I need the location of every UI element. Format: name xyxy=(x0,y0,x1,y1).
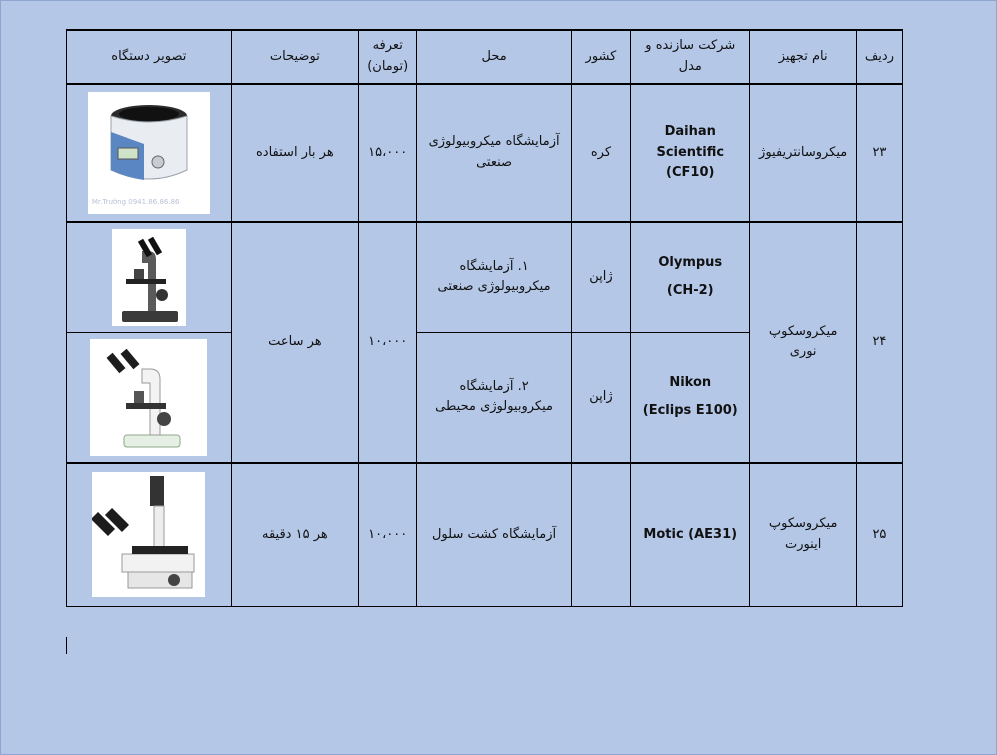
photo-watermark: Mr.Trường 0941.86.86.86 xyxy=(91,197,180,206)
header-country: کشور xyxy=(571,30,630,84)
optical-microscope-photo xyxy=(90,339,207,456)
header-notes: توضیحات xyxy=(231,30,358,84)
maker-model xyxy=(631,84,750,222)
maker-text: Olympus xyxy=(658,254,723,270)
notes: هر بار استفاده xyxy=(231,84,358,222)
fee: ۱۵،۰۰۰ xyxy=(359,84,417,222)
maker-text: Nikon xyxy=(669,374,712,390)
location: ۱. آزمایشگاه میکروبیولوژی صنعتی xyxy=(417,222,572,332)
notes: هر ساعت xyxy=(231,222,358,463)
header-image: تصویر دستگاه xyxy=(67,30,232,84)
maker-model xyxy=(631,332,750,463)
model-text: (CH-2) xyxy=(666,283,714,299)
image-cell xyxy=(67,463,232,607)
equipment-name: میکروسکوپ نوری xyxy=(750,222,856,463)
equipment-name: میکروسکوپ اینورت xyxy=(750,463,856,607)
location: ۲. آزمایشگاه میکروبیولوژی محیطی xyxy=(417,332,572,463)
image-cell xyxy=(67,332,232,463)
header-row-no: ردیف xyxy=(856,30,902,84)
header-equipment-name: نام تجهیز xyxy=(750,30,856,84)
header-row xyxy=(67,30,903,84)
row-number: ۲۵ xyxy=(856,463,902,607)
inverted-microscope-photo xyxy=(92,472,205,597)
model-text: (Eclips E100) xyxy=(642,403,738,419)
text-cursor xyxy=(66,637,67,654)
location: آزمایشگاه کشت سلول xyxy=(417,463,572,607)
country: ژاپن xyxy=(571,332,630,463)
header-fee: تعرفه (تومان) xyxy=(359,30,417,84)
location: آزمایشگاه میکروبیولوژی صنعتی xyxy=(417,84,572,222)
country: کره xyxy=(571,84,630,222)
image-cell xyxy=(67,84,232,222)
notes: هر ۱۵ دقیقه xyxy=(231,463,358,607)
row-number: ۲۴ xyxy=(856,222,902,463)
fee: ۱۰،۰۰۰ xyxy=(359,222,417,463)
maker-model-text: Motic (AE31) xyxy=(643,526,738,542)
header-location: محل xyxy=(417,30,572,84)
maker-model xyxy=(631,222,750,332)
country: ژاپن xyxy=(571,222,630,332)
optical-microscope-photo xyxy=(112,229,186,326)
fee: ۱۰،۰۰۰ xyxy=(359,463,417,607)
header-maker-model: شرکت سازنده و مدل xyxy=(631,30,750,84)
equipment-name: میکروسانتریفیوژ xyxy=(750,84,856,222)
equipment-table xyxy=(66,29,903,607)
image-cell xyxy=(67,222,232,332)
table-row xyxy=(67,84,903,222)
maker-model xyxy=(631,463,750,607)
table-row xyxy=(67,463,903,607)
microcentrifuge-photo xyxy=(88,92,210,214)
table-row xyxy=(67,222,903,332)
row-number: ۲۳ xyxy=(856,84,902,222)
maker-model-text: Daihan Scientific (CF10) xyxy=(656,123,725,181)
country xyxy=(571,463,630,607)
